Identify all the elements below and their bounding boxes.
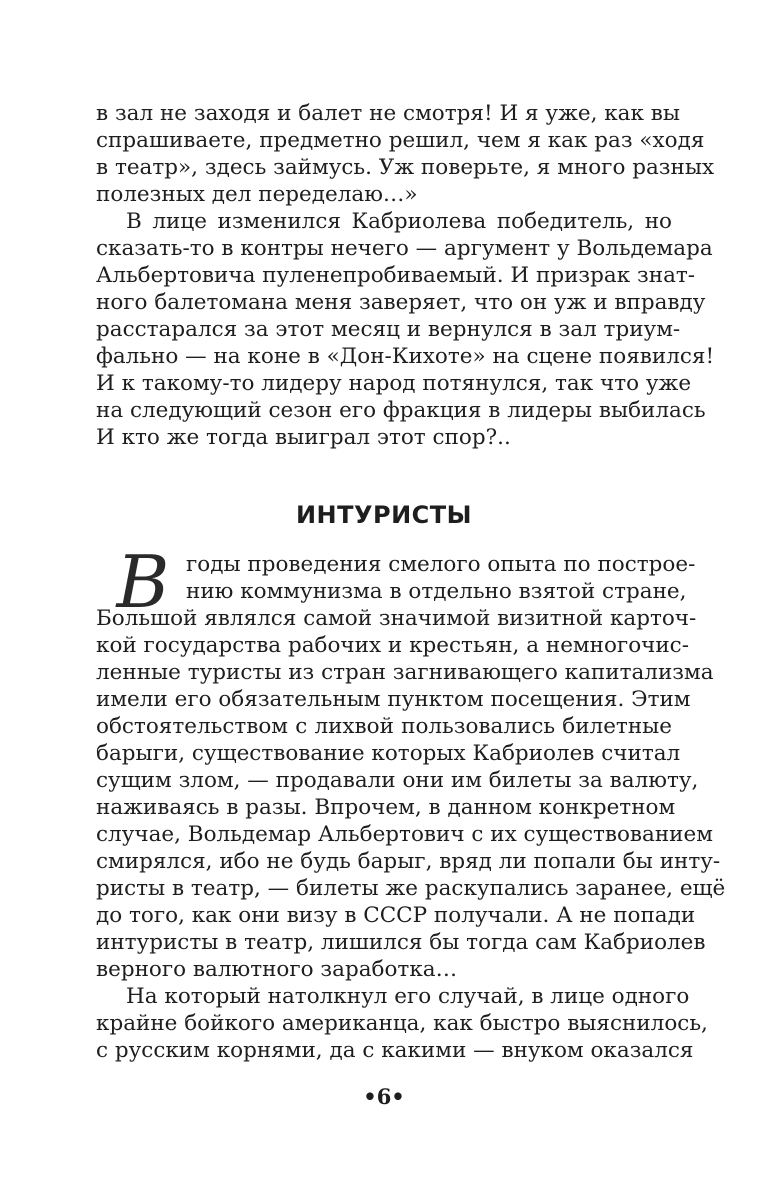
text-line: смирялся, ибо не будь барыг, вряд ли попали бы инту- (96, 849, 721, 874)
text-line: барыги, существование которых Кабриолев считал (96, 741, 681, 766)
text-line: обстоятельством с лихвой пользовались билетные (96, 714, 672, 739)
text-line: ристы в театр, — билеты же раскупались заранее, ещё (96, 876, 726, 901)
text-line: расстарался за этот месяц и вернулся в зал триум- (96, 317, 681, 342)
text-line: годы проведения смелого опыта по построе- (186, 552, 696, 577)
text-line: имели его обязательным пунктом посещения. Этим (96, 687, 691, 712)
text-line: И кто же тогда выиграл этот спор?.. (96, 425, 511, 450)
text-line: случае, Вольдемар Альбертович с их существованием (96, 822, 713, 847)
text-line: В лице изменился Кабриолева победитель, но (126, 209, 672, 234)
text-line: И к такому-то лидеру народ потянулся, так что уже (96, 371, 692, 396)
text-line: кой государства рабочих и крестьян, а немногочис- (96, 633, 689, 658)
text-line: Альбертовича пуленепробиваемый. И призрак знат- (96, 263, 696, 288)
text-line: наживаясь в разы. Впрочем, в данном конкретном (96, 795, 676, 820)
section-title: ИНТУРИСТЫ (295, 501, 473, 529)
text-line: Большой являлся самой значимой визитной карточ- (96, 606, 697, 631)
text-line: верного валютного заработка… (96, 957, 458, 982)
text-line: спрашиваете, предметно решил, чем я как раз «ходя (96, 128, 705, 153)
drop-cap: В (116, 540, 170, 624)
text-line: в зал не заходя и балет не смотря! И я уже, как вы (96, 101, 680, 126)
text-line: до того, как они визу в СССР получали. А не попади (96, 903, 696, 928)
text-line: На который натолкнул его случай, в лице одного (126, 984, 690, 1009)
text-line: сказать-то в контры нечего — аргумент у Вольдемара (96, 236, 713, 261)
text-line: интуристы в театр, лишился бы тогда сам Кабриолев (96, 930, 706, 955)
text-line: ного балетомана меня заверяет, что он уж и вправду (96, 290, 706, 315)
text-line: полезных дел переделаю…» (96, 182, 418, 207)
page-number: •6• (363, 1084, 405, 1109)
text-line: с русским корнями, да с какими — внуком оказался (96, 1038, 694, 1063)
text-line: ленные туристы из стран загнивающего капитализма (96, 660, 714, 685)
text-line: сущим злом, — продавали они им билеты за валюту, (96, 768, 699, 793)
text-line: фально — на коне в «Дон-Кихоте» на сцене появился! (96, 344, 715, 369)
text-line: на следующий сезон его фракция в лидеры выбилась (96, 398, 706, 423)
text-line: в театр», здесь займусь. Уж поверьте, я много разных (96, 155, 715, 180)
text-line: крайне бойкого американца, как быстро выяснилось, (96, 1011, 708, 1036)
text-line: нию коммунизма в отдельно взятой стране, (186, 579, 687, 604)
